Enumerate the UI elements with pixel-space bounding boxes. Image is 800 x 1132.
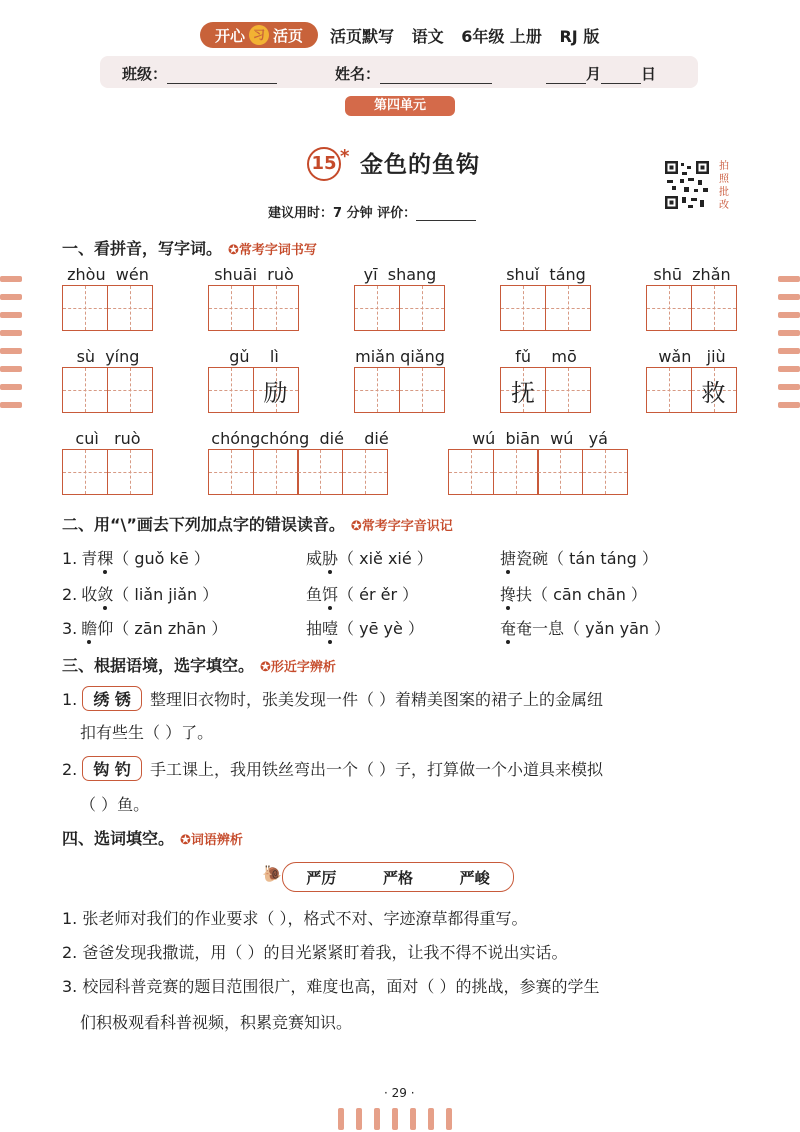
writing-box[interactable] — [107, 285, 153, 331]
pinyin-group — [646, 347, 738, 415]
writing-box[interactable] — [448, 449, 494, 495]
pinyin-group — [500, 265, 592, 333]
pinyin-group — [500, 347, 592, 415]
s4-item-1: 1. 张老师对我们的作业要求（ ），格式不对、字迹潦草都得重写。 — [62, 909, 528, 928]
dotted-char: 奄 — [500, 619, 517, 638]
box-char — [254, 450, 298, 494]
pinyin-group — [62, 429, 154, 497]
writing-box[interactable] — [537, 449, 583, 495]
edition-label: RJ 版 — [559, 27, 600, 46]
lesson-number: 15 — [307, 147, 341, 181]
section-1-tag: ✪常考字词书写 — [228, 243, 317, 258]
month-field[interactable] — [546, 69, 586, 84]
pron-text: 威 — [306, 549, 323, 568]
word-bank-item: 严峻 — [459, 868, 490, 887]
day-field[interactable] — [601, 69, 641, 84]
box-char — [355, 286, 399, 330]
pinyin-label: wú biān wú yá — [472, 429, 608, 448]
lesson-title: 金色的鱼钩 — [360, 152, 480, 178]
binder-tab — [778, 276, 800, 282]
pron-text: 青 — [81, 549, 98, 568]
binder-tab — [0, 276, 22, 282]
section-3-tag: ✪形近字辨析 — [260, 660, 336, 675]
box-char — [501, 286, 545, 330]
box-char — [647, 286, 691, 330]
binder-tab — [778, 294, 800, 300]
box-char — [298, 450, 342, 494]
class-label: 班级： — [122, 65, 168, 83]
series-label: 活页默写 — [330, 27, 395, 46]
pinyin-group — [208, 347, 300, 415]
pron-text: 抽 — [306, 619, 323, 638]
writing-box[interactable] — [691, 367, 737, 413]
pron-item — [302, 616, 424, 639]
pinyin-group — [354, 265, 446, 333]
pron-item — [302, 546, 433, 569]
dotted-char: 胁 — [322, 549, 339, 568]
box-char — [63, 450, 107, 494]
s4-item-3: 3. 校园科普竞赛的题目范围很广，难度也高，面对（ ）的挑战，参赛的学生 — [62, 977, 600, 996]
section-3-title: 三、根据语境，选字填空。 ✪形近字辨析 — [62, 656, 336, 675]
brand-icon: 习 — [249, 25, 269, 45]
pinyin-label: chóngchóng dié dié — [211, 429, 389, 448]
pron-text: 奄一息 — [516, 619, 565, 638]
writing-box[interactable] — [646, 285, 692, 331]
name-label: 姓名： — [335, 65, 381, 83]
box-char — [449, 450, 493, 494]
pron-text: 鱼 — [306, 585, 323, 604]
binder-tab — [392, 1108, 398, 1130]
pron-text: 仰 — [97, 619, 114, 638]
pinyin-group — [62, 265, 154, 333]
binder-tab — [0, 348, 22, 354]
pron-options: （ yē yè ） — [338, 619, 424, 638]
writing-box[interactable] — [253, 449, 299, 495]
brand-logo: 开心 习 活页 — [200, 22, 318, 48]
pron-item — [496, 546, 658, 569]
binder-tab — [356, 1108, 362, 1130]
pron-options: （ yǎn yān ） — [564, 619, 671, 638]
section-2-title: 二、用“\”画去下列加点字的错误读音。 ✪常考字字音识记 — [62, 515, 453, 534]
pron-options: （ cān chān ） — [532, 585, 647, 604]
qr-label: 拍照批改 — [719, 161, 729, 211]
s3-item-2-line1: 手工课上，我用铁丝弯出一个（ ）子，打算做一个小道具来模拟 — [149, 760, 604, 779]
binder-tab — [778, 348, 800, 354]
evaluation-field[interactable] — [416, 206, 476, 221]
pron-item — [496, 582, 647, 605]
box-char — [546, 286, 590, 330]
writing-box[interactable] — [691, 285, 737, 331]
box-char — [538, 450, 582, 494]
pron-options: （ ér ěr ） — [338, 585, 419, 604]
student-info-bar — [100, 56, 698, 88]
s4-item-3-cont: 们积极观看科普视频，积累竞赛知识。 — [80, 1013, 353, 1032]
binder-tab — [428, 1108, 434, 1130]
box-char — [209, 450, 253, 494]
pron-options: （ tán táng ） — [548, 549, 658, 568]
pinyin-label: fǔ mō — [515, 347, 577, 366]
section-4-tag: ✪词语辨析 — [180, 833, 243, 848]
binder-tab — [778, 366, 800, 372]
binder-tab — [778, 402, 800, 408]
box-char: 抚 — [511, 378, 535, 407]
unit-badge: 第四单元 — [345, 96, 455, 116]
box-char — [494, 450, 538, 494]
pron-text: 瓷碗 — [516, 549, 549, 568]
writing-box[interactable] — [399, 367, 445, 413]
writing-box[interactable] — [208, 449, 254, 495]
pron-item — [496, 616, 670, 639]
box-char — [647, 368, 691, 412]
pron-options: （ liǎn jiǎn ） — [113, 585, 219, 604]
section-2-tag: ✪常考字字音识记 — [350, 519, 453, 534]
snail-icon: 🐌 — [262, 864, 282, 883]
writing-box[interactable] — [493, 449, 539, 495]
box-char — [400, 286, 444, 330]
name-field[interactable] — [380, 69, 492, 84]
writing-box[interactable] — [500, 285, 546, 331]
pinyin-group — [208, 265, 300, 333]
s3-item-1: 1. 绣 锈 整理旧衣物时，张美发现一件（ ）着精美图案的裙子上的金属纽 — [62, 686, 603, 711]
writing-box[interactable] — [62, 285, 108, 331]
pron-item — [62, 546, 210, 569]
lesson-star: * — [340, 146, 350, 167]
writing-box[interactable] — [107, 449, 153, 495]
pinyin-label: miǎn qiǎng — [355, 347, 445, 366]
dotted-char: 敛 — [97, 585, 114, 604]
pron-options: （ guǒ kē ） — [113, 549, 210, 568]
writing-box[interactable] — [253, 367, 299, 413]
pinyin-label: sù yíng — [76, 347, 140, 366]
pron-item — [302, 582, 418, 605]
s3-item-2: 2. 钩 钓 手工课上，我用铁丝弯出一个（ ）子，打算做一个小道具来模拟 — [62, 756, 603, 781]
box-char: 救 — [701, 378, 726, 407]
class-field[interactable] — [167, 69, 277, 84]
writing-box[interactable] — [62, 449, 108, 495]
section-4-title: 四、选词填空。 ✪词语辨析 — [62, 829, 243, 848]
writing-box[interactable] — [208, 367, 254, 413]
box-char — [63, 368, 107, 412]
pron-options: （ zān zhān ） — [113, 619, 228, 638]
pinyin-label: cuì ruò — [75, 429, 141, 448]
box-char — [209, 286, 253, 330]
word-bank-item: 严格 — [382, 868, 413, 887]
pinyin-group — [448, 429, 632, 497]
binder-tab — [0, 366, 22, 372]
box-char: 励 — [263, 378, 288, 407]
binder-tab — [0, 294, 22, 300]
writing-box[interactable] — [354, 285, 400, 331]
section-1-title: 一、看拼音，写字词。 ✪常考字词书写 — [62, 239, 317, 258]
writing-box[interactable] — [253, 285, 299, 331]
binder-tab — [446, 1108, 452, 1130]
suggested-time — [268, 202, 476, 221]
dotted-char: 搀 — [500, 585, 517, 604]
pinyin-label: gǔ lì — [229, 347, 279, 366]
pinyin-label: shuǐ táng — [506, 265, 586, 284]
writing-box[interactable] — [107, 367, 153, 413]
writing-box[interactable] — [62, 367, 108, 413]
box-char — [583, 450, 627, 494]
pron-options: （ xiě xié ） — [338, 549, 433, 568]
box-char — [343, 450, 387, 494]
box-char — [546, 368, 590, 412]
binder-tab — [374, 1108, 380, 1130]
box-char — [209, 368, 253, 412]
box-char — [108, 286, 152, 330]
pinyin-group — [208, 429, 392, 497]
writing-box[interactable] — [399, 285, 445, 331]
pron-text: 扶 — [516, 585, 533, 604]
writing-box[interactable] — [297, 449, 343, 495]
pinyin-label: shū zhǎn — [653, 265, 731, 284]
binder-tab — [0, 330, 22, 336]
pinyin-group — [62, 347, 154, 415]
pron-text: 3. — [62, 619, 78, 638]
box-char — [692, 286, 736, 330]
s3-option-1: 绣 锈 — [82, 686, 142, 711]
box-char — [254, 286, 298, 330]
box-char — [355, 368, 399, 412]
dotted-char: 瞻 — [81, 619, 98, 638]
pinyin-group — [646, 265, 738, 333]
dotted-char: 搪 — [500, 549, 517, 568]
header-info — [330, 24, 611, 47]
writing-box[interactable] — [545, 285, 591, 331]
month-label: 月 — [586, 65, 602, 83]
pinyin-group — [354, 347, 446, 415]
pron-text: 1. — [62, 549, 78, 568]
dotted-char: 噎 — [322, 619, 339, 638]
page-number: · 29 · — [384, 1086, 415, 1100]
writing-box[interactable] — [545, 367, 591, 413]
writing-box[interactable] — [582, 449, 628, 495]
time-label: 建议用时：7 分钟 评价： — [268, 206, 417, 221]
pron-text: 收 — [81, 585, 98, 604]
dotted-char: 饵 — [322, 585, 339, 604]
dotted-char: 稞 — [97, 549, 114, 568]
writing-box[interactable] — [208, 285, 254, 331]
qr-code-icon[interactable] — [664, 160, 710, 210]
writing-box[interactable] — [354, 367, 400, 413]
pinyin-label: wǎn jiù — [658, 347, 726, 366]
s3-item-2-line2: （ ）鱼。 — [80, 795, 150, 814]
s4-item-2: 2. 爸爸发现我撒谎，用（ ）的目光紧紧盯着我，让我不得不说出实话。 — [62, 943, 568, 962]
binder-tab — [0, 384, 22, 390]
box-char — [63, 286, 107, 330]
pron-item — [62, 582, 218, 605]
word-bank-item: 严厉 — [306, 868, 337, 887]
writing-box[interactable] — [646, 367, 692, 413]
writing-box[interactable] — [500, 367, 546, 413]
binder-tab — [0, 312, 22, 318]
box-char — [108, 450, 152, 494]
box-char — [108, 368, 152, 412]
word-bank — [282, 862, 514, 892]
binder-tab — [778, 384, 800, 390]
box-char — [400, 368, 444, 412]
subject-label: 语文 — [411, 27, 444, 46]
pinyin-label: yī shang — [363, 265, 437, 284]
s3-item-1-line1: 整理旧衣物时，张美发现一件（ ）着精美图案的裙子上的金属纽 — [149, 690, 604, 709]
binder-tab — [338, 1108, 344, 1130]
day-label: 日 — [641, 65, 657, 83]
binder-tab — [0, 402, 22, 408]
pinyin-label: zhòu wén — [67, 265, 149, 284]
s3-item-1-line2: 扣有些生（ ）了。 — [80, 723, 214, 742]
pron-item — [62, 616, 227, 639]
binder-tab — [778, 312, 800, 318]
writing-box[interactable] — [342, 449, 388, 495]
s3-option-2: 钩 钓 — [82, 756, 142, 781]
pron-text: 2. — [62, 585, 78, 604]
pinyin-label: shuāi ruò — [214, 265, 294, 284]
binder-tab — [778, 330, 800, 336]
grade-label: 6年级 上册 — [461, 27, 542, 46]
binder-tab — [410, 1108, 416, 1130]
